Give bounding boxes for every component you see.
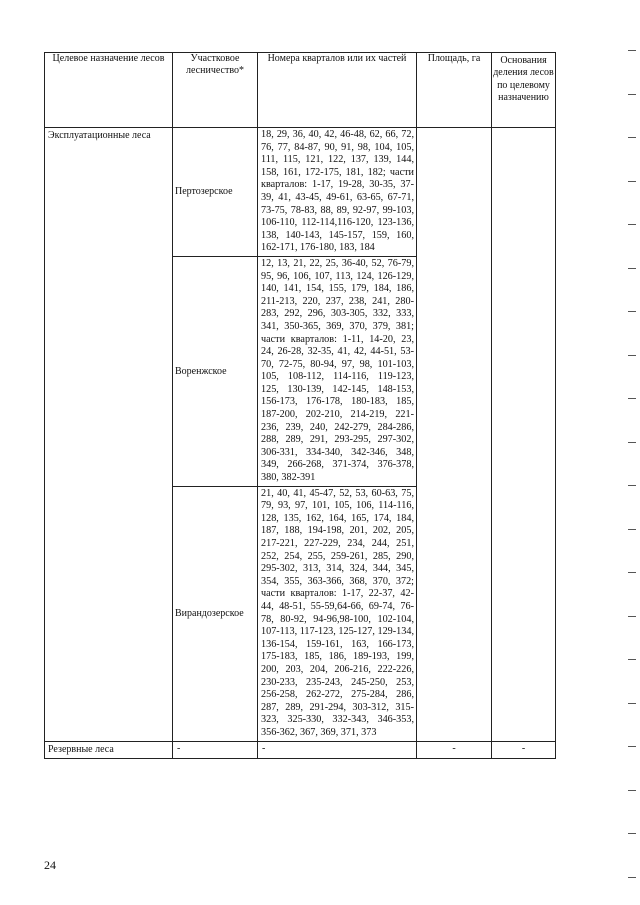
header-district: Участковое лесничество*: [173, 53, 258, 128]
reserve-district: -: [173, 741, 258, 758]
basis-cell: [492, 128, 556, 742]
edge-mark: [628, 659, 636, 660]
edge-mark: [628, 616, 636, 617]
block-numbers: 12, 13, 21, 22, 25, 36-40, 52, 76-79, 95, 96, 106, 107, 113, 124, 126-129, 140, 141, 154, 155, 179, 184, 186, 211-213, 220, 237, 238, 241, 280-283, 292, 296, 303-305, 332, 333, 341, 350-365, 369, 370, 379, 381; части кварталов: 1-11, 14-20, 23, 24, 26-28, 32-35, 41, 42, 44-51, 53-70, 72-75, 80-94, 97, 98, 101-103, 105, 108-112, 114-116, 119-123, 125, 130-139, 142-145, 148-153, 156-173, 176-178, 180-183, 185, 187-200, 202-210, 214-219, 221-236, 239, 240, 242-279, 284-286, 288, 289, 291, 293-295, 297-302, 306-331, 334-340, 342-346, 348, 349, 266-268, 371-374, 376-378, 380, 382-391: [258, 256, 417, 486]
edge-mark: [628, 311, 636, 312]
edge-mark: [628, 703, 636, 704]
edge-mark: [628, 529, 636, 530]
header-basis: Основания деления лесов по целевому назначению: [492, 53, 556, 128]
edge-mark: [628, 181, 636, 182]
forest-designation-table: [44, 52, 556, 759]
reserve-basis: -: [492, 741, 556, 758]
edge-mark: [628, 877, 636, 878]
edge-mark: [628, 268, 636, 269]
reserve-area: -: [417, 741, 492, 758]
edge-mark: [628, 50, 636, 51]
edge-mark: [628, 833, 636, 834]
edge-mark: [628, 572, 636, 573]
table-row-reserve: [45, 741, 556, 758]
page-number: 24: [44, 858, 56, 872]
header-area: Площадь, га: [417, 53, 492, 128]
district-name: Пертозерское: [173, 128, 258, 257]
table-row: [45, 128, 556, 257]
edge-mark: [628, 398, 636, 399]
edge-mark: [628, 224, 636, 225]
edge-mark: [628, 94, 636, 95]
edge-mark: [628, 790, 636, 791]
edge-mark: [628, 442, 636, 443]
district-name: Вирандозерское: [173, 486, 258, 741]
block-numbers: 18, 29, 36, 40, 42, 46-48, 62, 66, 72, 76, 77, 84-87, 90, 91, 98, 104, 105, 111, 115, 121, 122, 137, 139, 144, 158, 161, 172-175, 181, 182; части кварталов: 1-17, 19-28, 30-35, 37-39, 41, 43-45, 49-61, 63-65, 67-71, 73-75, 78-83, 88, 89, 92-97, 99-103, 106-110, 112-114,116-120, 123-136, 138, 140-143, 145-157, 159, 160, 162-171, 176-180, 183, 184: [258, 128, 417, 257]
category-exploitation: Эксплуатационные леса: [45, 128, 173, 742]
district-name: Воренжское: [173, 256, 258, 486]
area-cell: [417, 128, 492, 742]
edge-mark: [628, 355, 636, 356]
block-numbers: 21, 40, 41, 45-47, 52, 53, 60-63, 75, 79, 93, 97, 101, 105, 106, 114-116, 128, 135, 162, 164, 165, 174, 184, 187, 188, 194-198, 201, 202, 205, 217-221, 227-229, 234, 244, 251, 252, 254, 255, 259-261, 285, 290, 295-302, 313, 314, 324, 344, 345, 354, 355, 363-366, 368, 370, 372; части кварталов: 1-17, 22-37, 42-44, 48-51, 55-59,64-66, 69-74, 76-78, 80-92, 94-96,98-100, 102-104, 107-113, 117-123, 125-127, 129-134, 136-154, 159-161, 163, 166-173, 175-183, 185, 186, 189-193, 199, 200, 203, 204, 206-216, 222-226, 230-233, 235-243, 245-250, 253, 256-258, 262-272, 275-284, 286, 287, 289, 291-294, 303-312, 315-323, 325-330, 332-343, 346-353, 356-362, 367, 369, 371, 373: [258, 486, 417, 741]
edge-mark: [628, 485, 636, 486]
category-reserve: Резервные леса: [45, 741, 173, 758]
edge-mark: [628, 746, 636, 747]
reserve-blocks: -: [258, 741, 417, 758]
table-header-row: [45, 53, 556, 128]
header-purpose: Целевое назначение лесов: [45, 53, 173, 128]
header-block-numbers: Номера кварталов или их частей: [258, 53, 417, 128]
edge-mark: [628, 137, 636, 138]
